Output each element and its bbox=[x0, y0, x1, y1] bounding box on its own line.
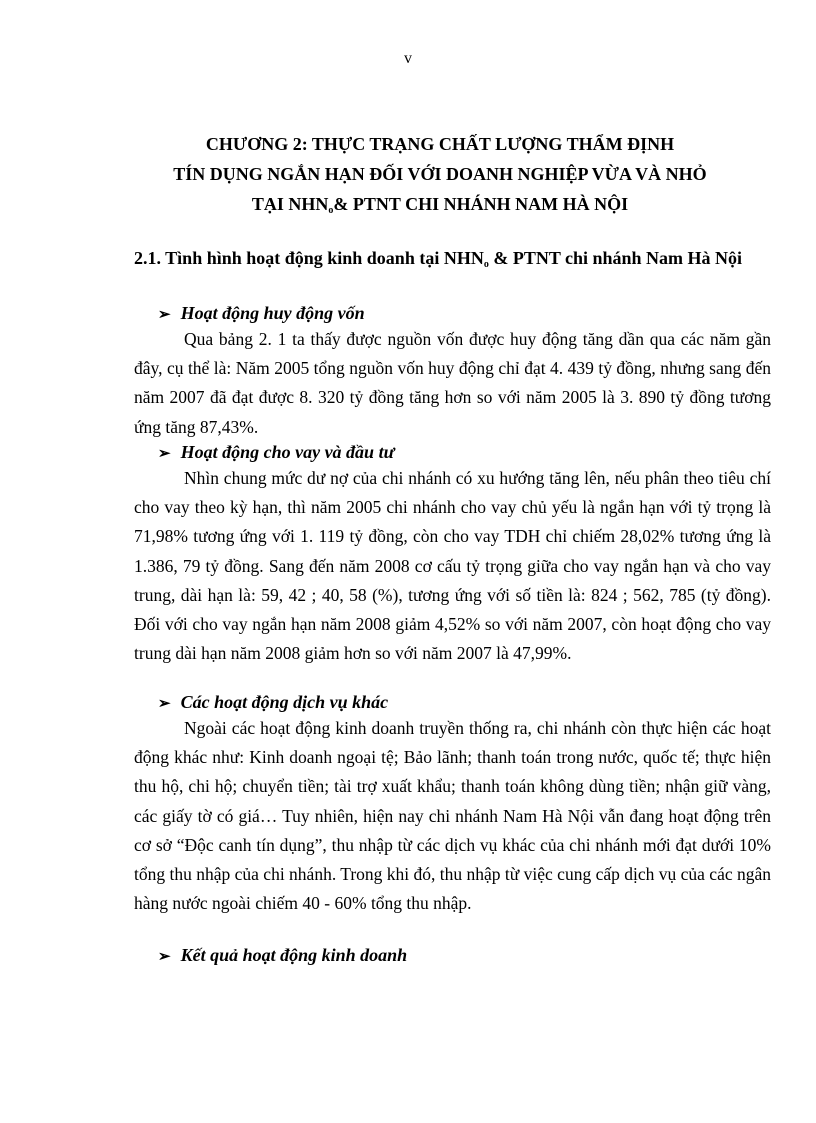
chapter-title-line-3-start: TẠI NHN bbox=[251, 194, 329, 214]
chapter-title-line-3-end: & PTNT CHI NHÁNH NAM HÀ NỘI bbox=[333, 194, 629, 214]
section-heading-end: & PTNT chi nhánh Nam Hà Nội bbox=[488, 248, 743, 268]
page-number: v bbox=[404, 50, 412, 67]
arrow-bullet-icon: ➢ bbox=[158, 949, 171, 965]
subsection-title: Hoạt động cho vay và đầu tư bbox=[180, 442, 395, 462]
subsection-title: Các hoạt động dịch vụ khác bbox=[180, 692, 389, 712]
section-heading bbox=[134, 244, 771, 273]
subsection-title: Hoạt động huy động vốn bbox=[180, 303, 365, 323]
subsection-heading-results bbox=[158, 943, 407, 969]
arrow-bullet-icon: ➢ bbox=[158, 696, 171, 712]
chapter-title-line-2: TÍN DỤNG NGẮN HẠN ĐỐI VỚI DOANH NGHIỆP VỪA VÀ NHỎ bbox=[173, 164, 707, 184]
arrow-bullet-icon: ➢ bbox=[158, 446, 171, 462]
paragraph-mobilization: Qua bảng 2. 1 ta thấy được nguồn vốn được huy động tăng dần qua các năm gần đây, cụ thể là: Năm 2005 tổng nguồn vốn huy động chỉ đạt 4. 439 tỷ đồng, nhưng sang đến năm 2007 đã đạt được 8. 320 tỷ đồng tăng hơn so với năm 2005 là 3. 890 tỷ đồng tương ứng tăng 87,43%. bbox=[134, 329, 771, 437]
paragraph-services: Ngoài các hoạt động kinh doanh truyền thống ra, chi nhánh còn thực hiện các hoạt động khác như: Kinh doanh ngoại tệ; Bảo lãnh; thanh toán trong nước, quốc tế; thực hiện thu hộ, chi hộ; chuyển tiền; tài trợ xuất khẩu; thanh toán không dùng tiền; nhận giữ vàng, các giấy tờ có giá… Tuy nhiên, hiện nay chi nhánh Nam Hà Nội vẫn đang hoạt động trên cơ sở “Độc canh tín dụng”, thu nhập từ các dịch vụ khác của chi nhánh mới đạt dưới 10% tổng thu nhập của chi nhánh. Trong khi đó, thu nhập từ việc cung cấp dịch vụ của các ngân hàng nước ngoài chiếm 40 - 60% tổng thu nhập. bbox=[134, 718, 771, 914]
subsection-heading-lending bbox=[158, 440, 394, 466]
chapter-title-line-3 bbox=[100, 189, 780, 219]
chapter-title-subscript: o bbox=[328, 205, 334, 216]
subsection-heading-mobilization bbox=[158, 301, 365, 327]
paragraph-lending: Nhìn chung mức dư nợ của chi nhánh có xu hướng tăng lên, nếu phân theo tiêu chí cho vay theo kỳ hạn, thì năm 2005 chi nhánh cho vay chủ yếu là ngắn hạn với tỷ trọng là 71,98% tương ứng với 1. 119 tỷ đồng, còn cho vay TDH chỉ chiếm 28,02% tương ứng là 1.386, 79 tỷ đồng. Sang đến năm 2008 cơ cấu tỷ trọng giữa cho vay ngắn hạn và cho vay trung, dài hạn là: 59, 42 ; 40, 58 (%), tương ứng với số tiền là: 824 ; 562, 785 (tỷ đồng). Đối với cho vay ngắn hạn năm 2008 giảm 4,52% so với năm 2007, còn hoạt động cho vay trung dài hạn năm 2008 giảm hơn so với năm 2007 là 47,99%. bbox=[134, 468, 771, 664]
arrow-bullet-icon: ➢ bbox=[158, 307, 171, 323]
chapter-title-line-1: CHƯƠNG 2: THỰC TRẠNG CHẤT LƯỢNG THẨM ĐỊNH bbox=[205, 134, 675, 154]
subsection-heading-services bbox=[158, 690, 388, 716]
subsection-title: Kết quả hoạt động kinh doanh bbox=[180, 945, 408, 965]
section-heading-start: 2.1. Tình hình hoạt động kinh doanh tại NHN bbox=[134, 248, 484, 268]
chapter-title bbox=[100, 129, 780, 219]
section-heading-subscript: o bbox=[483, 259, 489, 270]
